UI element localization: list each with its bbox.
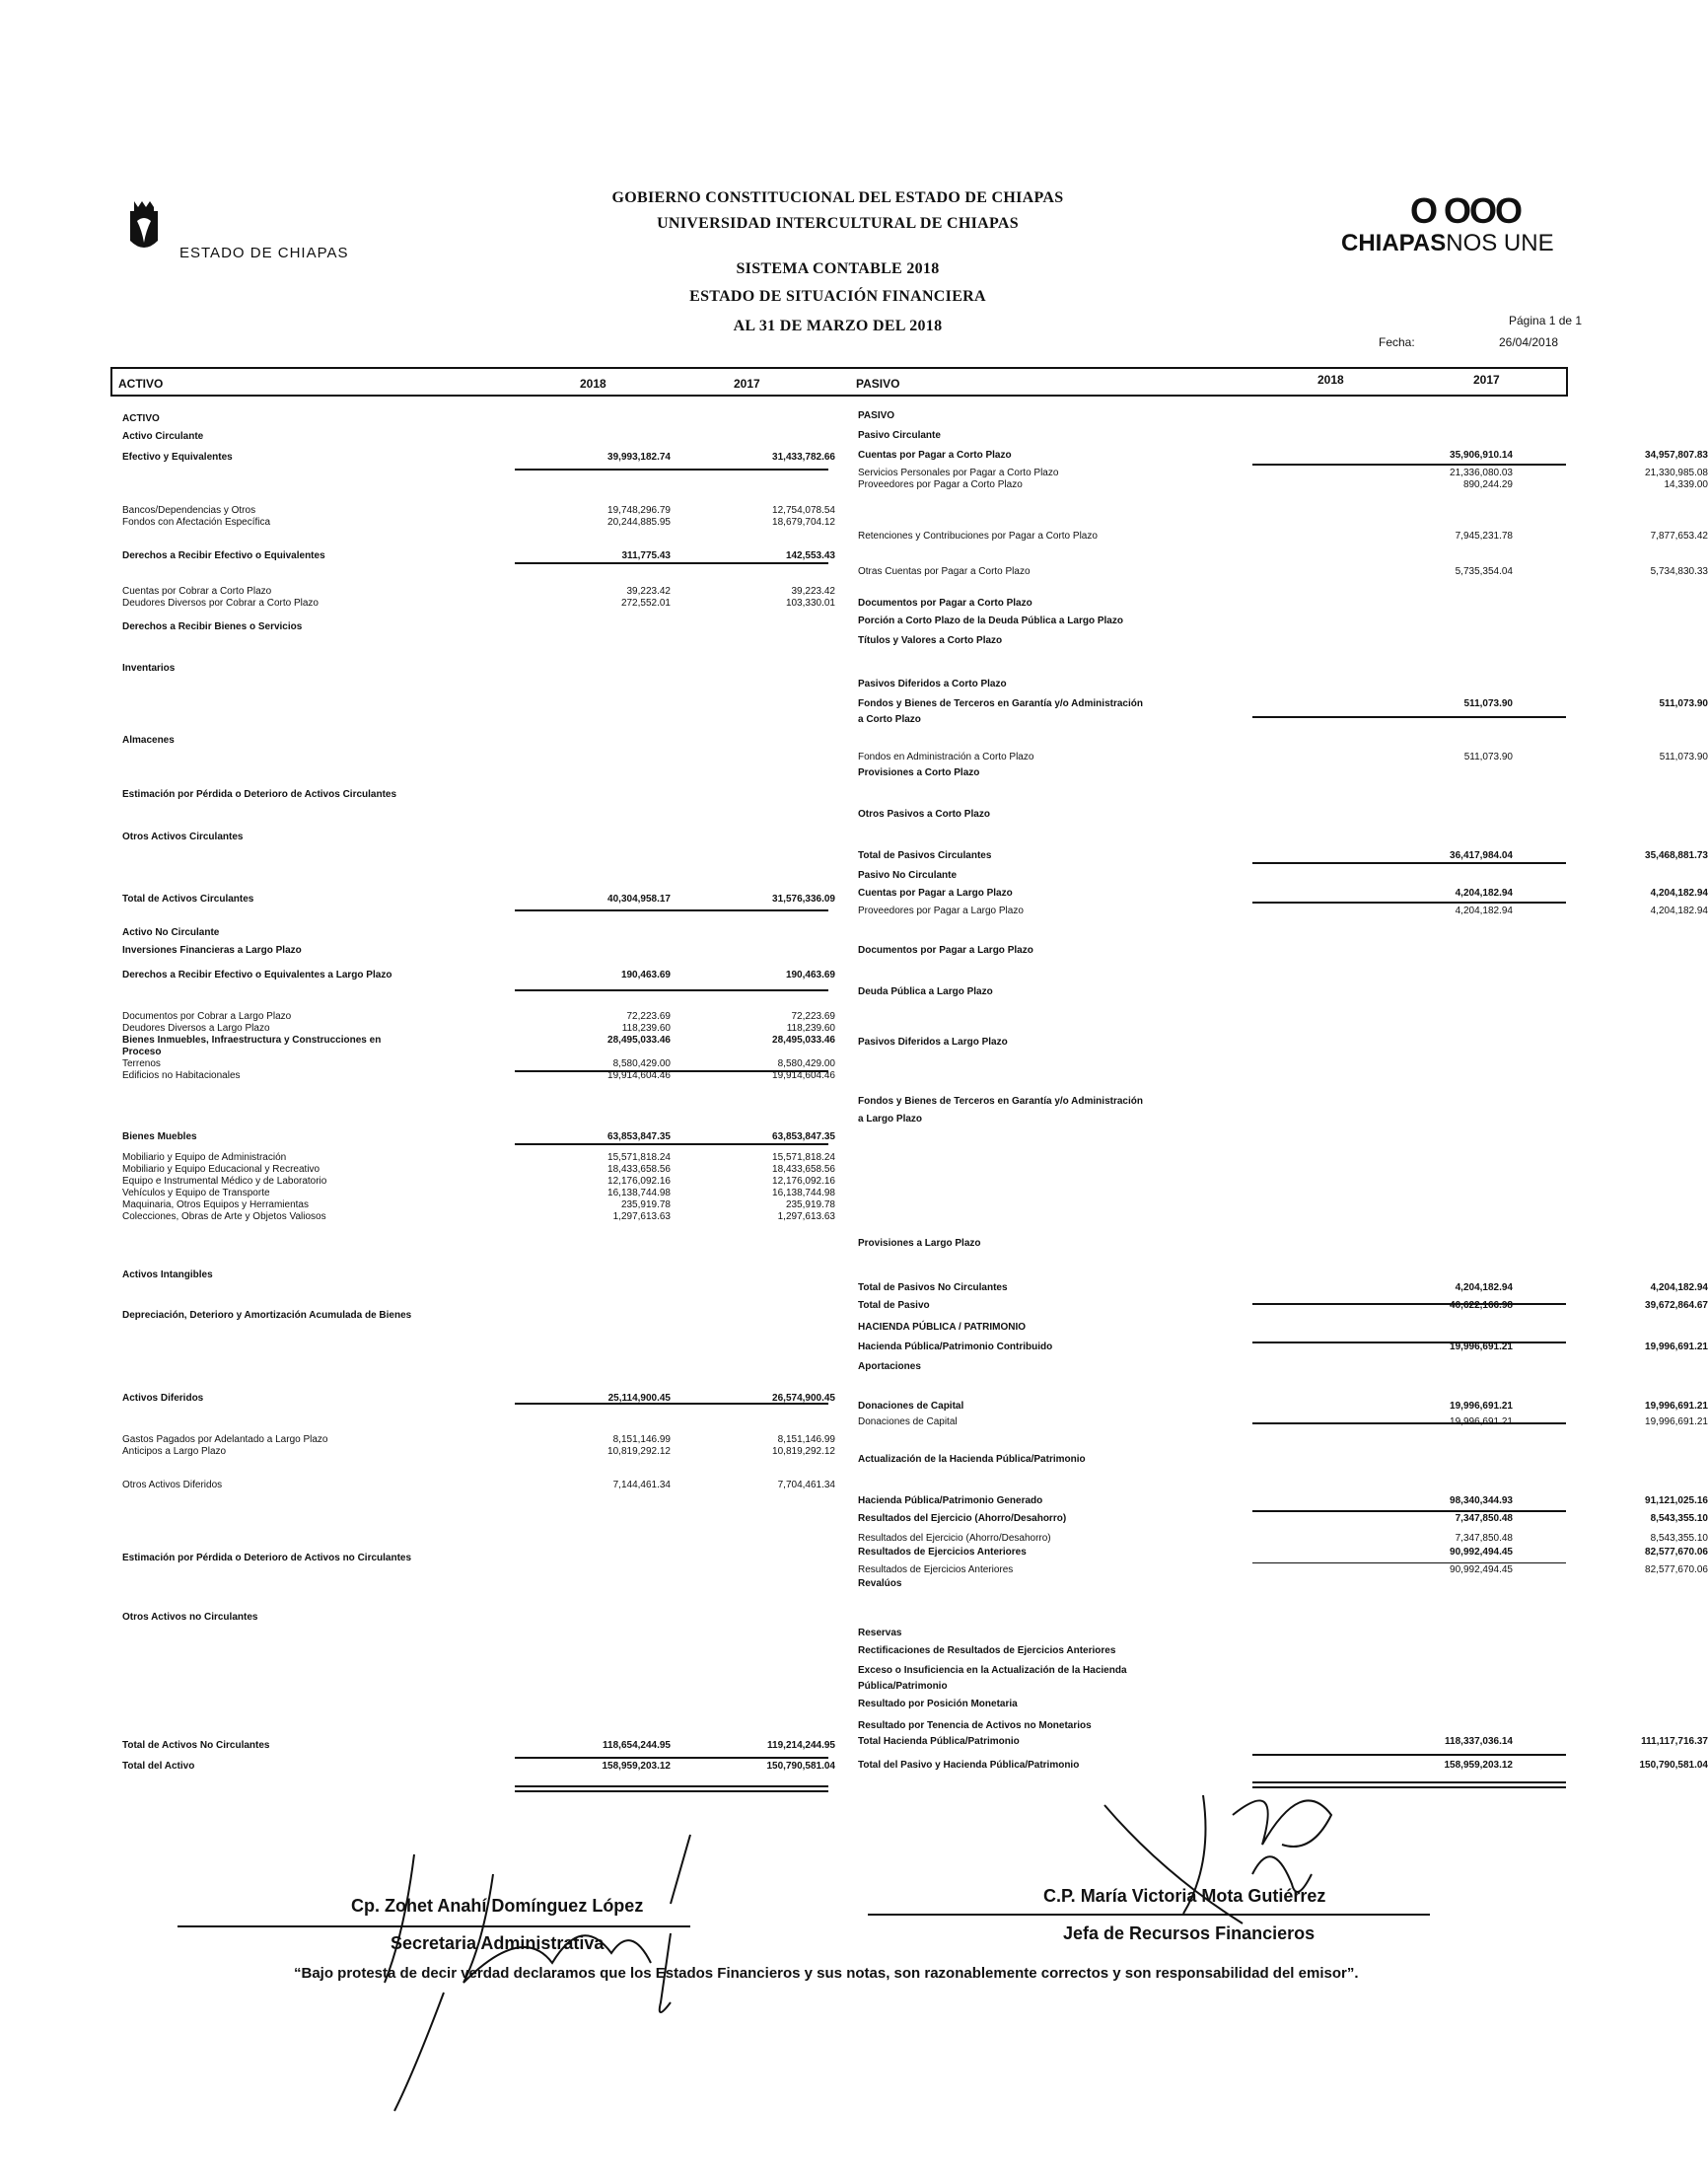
value-2018: 40,304,958.17 (607, 894, 671, 905)
value-2018: 21,336,080.03 (1450, 468, 1513, 478)
row-label: Otras Cuentas por Pagar a Corto Plazo (858, 566, 1031, 577)
row-label: Fondos y Bienes de Terceros en Garantía y/o Administración (858, 1096, 1143, 1107)
header-activo-2017: 2017 (734, 377, 760, 391)
row-label: Total del Activo (122, 1761, 195, 1772)
value-2018: 19,748,296.79 (607, 505, 671, 516)
value-2018: 12,176,092.16 (607, 1176, 671, 1187)
row-label: Derechos a Recibir Efectivo o Equivalentes (122, 550, 325, 561)
row-label: Resultados de Ejercicios Anteriores (858, 1547, 1027, 1558)
value-2018: 10,819,292.12 (607, 1446, 671, 1457)
value-2018: 72,223.69 (626, 1011, 671, 1022)
row-label: Hacienda Pública/Patrimonio Contribuido (858, 1342, 1053, 1352)
rule (1252, 1303, 1566, 1305)
row-label: Fondos en Administración a Corto Plazo (858, 752, 1034, 762)
row-label: Exceso o Insuficiencia en la Actualización de la Hacienda (858, 1665, 1127, 1676)
value-2018: 15,571,818.24 (607, 1152, 671, 1163)
value-2018: 235,919.78 (620, 1199, 671, 1210)
value-2017: 118,239.60 (786, 1023, 835, 1034)
row-label: Deudores Diversos por Cobrar a Corto Plazo (122, 598, 319, 609)
row-label: Anticipos a Largo Plazo (122, 1446, 227, 1457)
value-2018: 63,853,847.35 (607, 1131, 671, 1142)
value-2017: 82,577,670.06 (1645, 1547, 1708, 1558)
value-2018: 158,959,203.12 (1444, 1760, 1513, 1771)
value-2018: 19,996,691.21 (1450, 1416, 1513, 1427)
rule (1252, 862, 1566, 864)
row-label: Pública/Patrimonio (858, 1681, 948, 1692)
value-2017: 8,543,355.10 (1650, 1513, 1708, 1524)
row-label: Colecciones, Obras de Arte y Objetos Valiosos (122, 1211, 326, 1222)
value-2017: 28,495,033.46 (772, 1035, 835, 1046)
row-label: Actualización de la Hacienda Pública/Patrimonio (858, 1454, 1086, 1465)
value-2017: 31,576,336.09 (772, 894, 835, 905)
value-2018: 890,244.29 (1462, 479, 1513, 490)
value-2017: 7,877,653.42 (1650, 531, 1708, 542)
value-2018: 19,996,691.21 (1450, 1401, 1513, 1412)
value-2017: 150,790,581.04 (766, 1761, 835, 1772)
row-label: Gastos Pagados por Adelantado a Largo Plazo (122, 1434, 328, 1445)
value-2018: 39,223.42 (626, 586, 671, 597)
value-2018: 190,463.69 (620, 970, 671, 980)
logo-bold-text: CHIAPAS (1341, 230, 1447, 256)
row-label: Resultado por Posición Monetaria (858, 1699, 1018, 1709)
row-label: ACTIVO (122, 413, 160, 424)
rule (1252, 464, 1566, 466)
row-label: Aportaciones (858, 1361, 921, 1372)
row-label: Estimación por Pérdida o Deterioro de Activos Circulantes (122, 789, 397, 800)
right-signature-line (868, 1914, 1430, 1916)
row-label: Efectivo y Equivalentes (122, 452, 233, 463)
row-label: Otros Pasivos a Corto Plazo (858, 809, 990, 820)
rule (515, 909, 828, 911)
value-2018: 8,151,146.99 (612, 1434, 671, 1445)
value-2017: 19,996,691.21 (1645, 1342, 1708, 1352)
header-activo-2018: 2018 (580, 377, 606, 391)
value-2018: 511,073.90 (1463, 752, 1513, 762)
report-date: AL 31 DE MARZO DEL 2018 (733, 318, 943, 334)
value-2017: 35,468,881.73 (1645, 850, 1708, 861)
row-label: Proveedores por Pagar a Largo Plazo (858, 906, 1024, 916)
row-label: Reservas (858, 1628, 902, 1638)
row-label: Total de Pasivos No Circulantes (858, 1282, 1008, 1293)
value-2018: 8,580,429.00 (612, 1058, 671, 1069)
row-label: Activo Circulante (122, 431, 204, 442)
row-label: a Largo Plazo (858, 1114, 923, 1124)
value-2018: 35,906,910.14 (1450, 450, 1513, 461)
value-2017: 91,121,025.16 (1645, 1495, 1708, 1506)
value-2018: 5,735,354.04 (1455, 566, 1513, 577)
row-label: Cuentas por Pagar a Corto Plazo (858, 450, 1012, 461)
row-label: Depreciación, Deterioro y Amortización Acumulada de Bienes (122, 1310, 412, 1321)
value-2018: 7,347,850.48 (1455, 1533, 1513, 1544)
government-title: GOBIERNO CONSTITUCIONAL DEL ESTADO DE CHIAPAS (611, 189, 1064, 206)
row-label: Pasivo No Circulante (858, 870, 958, 881)
row-label: PASIVO (858, 410, 895, 421)
row-label: Activos Intangibles (122, 1269, 213, 1280)
value-2018: 272,552.01 (620, 598, 671, 609)
value-2017: 1,297,613.63 (777, 1211, 835, 1222)
row-label: Edificios no Habitacionales (122, 1070, 241, 1081)
value-2018: 98,340,344.93 (1450, 1495, 1513, 1506)
row-label: Rectificaciones de Resultados de Ejercicios Anteriores (858, 1645, 1116, 1656)
row-label: Donaciones de Capital (858, 1416, 958, 1427)
rule (1252, 902, 1566, 904)
row-label: Derechos a Recibir Bienes o Servicios (122, 621, 303, 632)
value-2018: 118,654,244.95 (603, 1740, 671, 1751)
left-signer-title: Secretaria Administrativa (391, 1933, 605, 1953)
row-label: Porción a Corto Plazo de la Deuda Pública a Largo Plazo (858, 616, 1123, 626)
value-2018: 4,204,182.94 (1455, 906, 1513, 916)
disclaimer: “Bajo protesta de decir verdad declaramos que los Estados Financieros y sus notas, son razonablemente correctos y son responsabilidad del emisor”. (294, 1965, 1359, 1982)
row-label: Proveedores por Pagar a Corto Plazo (858, 479, 1023, 490)
row-label: Provisiones a Corto Plazo (858, 767, 980, 778)
value-2018: 118,239.60 (621, 1023, 671, 1034)
value-2017: 18,433,658.56 (772, 1164, 835, 1175)
value-2017: 63,853,847.35 (772, 1131, 835, 1142)
row-label: Fondos con Afectación Específica (122, 517, 271, 528)
row-label: Resultado por Tenencia de Activos no Monetarios (858, 1720, 1092, 1731)
rule (515, 1757, 828, 1759)
rule (515, 989, 828, 991)
double-rule (515, 1785, 828, 1792)
row-label: Deuda Pública a Largo Plazo (858, 986, 993, 997)
row-label: Hacienda Pública/Patrimonio Generado (858, 1495, 1043, 1506)
value-2017: 10,819,292.12 (772, 1446, 835, 1457)
value-2018: 19,914,604.46 (607, 1070, 671, 1081)
row-label: Revalúos (858, 1578, 902, 1589)
row-label: Documentos por Pagar a Largo Plazo (858, 945, 1033, 956)
row-label: Total Hacienda Pública/Patrimonio (858, 1736, 1020, 1747)
row-label: Inventarios (122, 663, 176, 674)
value-2018: 511,073.90 (1463, 698, 1513, 709)
value-2018: 7,144,461.34 (612, 1480, 671, 1490)
value-2017: 511,073.90 (1659, 752, 1708, 762)
value-2017: 15,571,818.24 (772, 1152, 835, 1163)
row-label: Estimación por Pérdida o Deterioro de Activos no Circulantes (122, 1553, 412, 1563)
value-2017: 19,996,691.21 (1645, 1416, 1708, 1427)
row-label: Resultados del Ejercicio (Ahorro/Desahorro) (858, 1533, 1051, 1544)
row-label: Resultados de Ejercicios Anteriores (858, 1564, 1014, 1575)
value-2017: 39,223.42 (791, 586, 835, 597)
value-2017: 8,151,146.99 (777, 1434, 835, 1445)
value-2017: 12,176,092.16 (772, 1176, 835, 1187)
value-2017: 14,339.00 (1664, 479, 1708, 490)
value-2018: 311,775.43 (621, 550, 671, 561)
row-label: Total de Pasivos Circulantes (858, 850, 992, 861)
row-label: Donaciones de Capital (858, 1401, 964, 1412)
value-2017: 111,117,716.37 (1641, 1736, 1708, 1747)
value-2018: 36,417,984.04 (1450, 850, 1513, 861)
value-2017: 4,204,182.94 (1650, 906, 1708, 916)
row-label: Maquinaria, Otros Equipos y Herramientas (122, 1199, 309, 1210)
row-label: Total de Activos No Circulantes (122, 1740, 270, 1751)
value-2018: 16,138,744.98 (607, 1188, 671, 1198)
row-label: Vehículos y Equipo de Transporte (122, 1188, 270, 1198)
row-label: Otros Activos no Circulantes (122, 1612, 258, 1623)
value-2017: 150,790,581.04 (1639, 1760, 1708, 1771)
value-2017: 16,138,744.98 (772, 1188, 835, 1198)
row-label: Pasivos Diferidos a Largo Plazo (858, 1037, 1008, 1048)
value-2018: 118,337,036.14 (1445, 1736, 1513, 1747)
rule (1252, 716, 1566, 718)
state-logo-text: ESTADO DE CHIAPAS (179, 245, 349, 261)
row-label: Resultados del Ejercicio (Ahorro/Desahorro) (858, 1513, 1067, 1524)
value-2017: 39,672,864.67 (1645, 1300, 1708, 1311)
rule (515, 1070, 828, 1072)
row-label: Inversiones Financieras a Largo Plazo (122, 945, 302, 956)
row-label: Mobiliario y Equipo Educacional y Recreativo (122, 1164, 320, 1175)
value-2018: 4,204,182.94 (1455, 1282, 1513, 1293)
header-pasivo-2017: 2017 (1473, 373, 1500, 387)
value-2017: 5,734,830.33 (1650, 566, 1708, 577)
value-2018: 90,992,494.45 (1450, 1564, 1513, 1575)
system-title: SISTEMA CONTABLE 2018 (736, 260, 940, 277)
row-label: HACIENDA PÚBLICA / PATRIMONIO (858, 1322, 1026, 1333)
row-label: Pasivo Circulante (858, 430, 941, 441)
row-label: Retenciones y Contribuciones por Pagar a Corto Plazo (858, 531, 1098, 542)
value-2017: 235,919.78 (785, 1199, 835, 1210)
fecha-value: 26/04/2018 (1499, 335, 1559, 349)
row-label: Bienes Inmuebles, Infraestructura y Construcciones en (122, 1035, 382, 1046)
row-label: Cuentas por Pagar a Largo Plazo (858, 888, 1013, 899)
right-signer-name: C.P. María Victoria Mota Gutiérrez (1043, 1886, 1326, 1906)
header-activo: ACTIVO (118, 377, 164, 391)
logo-light-text: NOS UNE (1446, 230, 1554, 256)
rule (515, 1403, 828, 1405)
value-2018: 1,297,613.63 (612, 1211, 671, 1222)
row-label: Bancos/Dependencias y Otros (122, 505, 256, 516)
value-2018: 40,622,166.98 (1450, 1300, 1513, 1311)
value-2017: 190,463.69 (785, 970, 835, 980)
value-2017: 4,204,182.94 (1650, 1282, 1708, 1293)
university-title: UNIVERSIDAD INTERCULTURAL DE CHIAPAS (657, 215, 1019, 232)
page-number: Página 1 de 1 (1509, 314, 1583, 327)
value-2017: 7,704,461.34 (777, 1480, 835, 1490)
row-label: Títulos y Valores a Corto Plazo (858, 635, 1003, 646)
value-2018: 18,433,658.56 (607, 1164, 671, 1175)
fecha-label: Fecha: (1379, 335, 1415, 349)
left-signer-name: Cp. Zohet Anahí Domínguez López (351, 1896, 644, 1916)
row-label: Activo No Circulante (122, 927, 220, 938)
value-2018: 7,347,850.48 (1455, 1513, 1513, 1524)
value-2017: 19,996,691.21 (1645, 1401, 1708, 1412)
rule (1252, 1342, 1566, 1343)
row-label: Otros Activos Circulantes (122, 832, 244, 842)
value-2017: 82,577,670.06 (1645, 1564, 1708, 1575)
row-label: Equipo e Instrumental Médico y de Laboratorio (122, 1176, 327, 1187)
value-2017: 103,330.01 (785, 598, 835, 609)
value-2017: 8,543,355.10 (1650, 1533, 1708, 1544)
row-label: a Corto Plazo (858, 714, 921, 725)
rule (1252, 1422, 1566, 1424)
value-2018: 158,959,203.12 (602, 1761, 671, 1772)
row-label: Cuentas por Cobrar a Corto Plazo (122, 586, 272, 597)
value-2017: 31,433,782.66 (772, 452, 835, 463)
row-label: Bienes Muebles (122, 1131, 197, 1142)
row-label: Documentos por Cobrar a Largo Plazo (122, 1011, 292, 1022)
rule (515, 469, 828, 471)
value-2017: 34,957,807.83 (1645, 450, 1708, 461)
logo-circles: O OOO (1410, 190, 1522, 231)
row-label: Servicios Personales por Pagar a Corto Plazo (858, 468, 1059, 478)
value-2017: 8,580,429.00 (777, 1058, 835, 1069)
rule (515, 562, 828, 564)
row-label: Pasivos Diferidos a Corto Plazo (858, 679, 1007, 689)
row-label: Provisiones a Largo Plazo (858, 1238, 981, 1249)
row-label: Derechos a Recibir Efectivo o Equivalentes a Largo Plazo (122, 970, 392, 980)
value-2017: 119,214,244.95 (767, 1740, 835, 1751)
header-pasivo-2018: 2018 (1317, 373, 1344, 387)
row-label: Total de Activos Circulantes (122, 894, 254, 905)
rule (1252, 1562, 1566, 1563)
value-2017: 21,330,985.08 (1645, 468, 1708, 478)
rule (515, 1143, 828, 1145)
row-label: Terrenos (122, 1058, 161, 1069)
row-label: Mobiliario y Equipo de Administración (122, 1152, 287, 1163)
value-2017: 4,204,182.94 (1650, 888, 1708, 899)
value-2018: 19,996,691.21 (1450, 1342, 1513, 1352)
value-2018: 28,495,033.46 (607, 1035, 671, 1046)
left-signature-line (178, 1925, 690, 1927)
row-label: Deudores Diversos a Largo Plazo (122, 1023, 270, 1034)
value-2018: 90,992,494.45 (1450, 1547, 1513, 1558)
row-label: Activos Diferidos (122, 1393, 204, 1404)
row-label: Total de Pasivo (858, 1300, 930, 1311)
row-label: Fondos y Bienes de Terceros en Garantía y/o Administración (858, 698, 1143, 709)
value-2018: 7,945,231.78 (1455, 531, 1513, 542)
value-2017: 26,574,900.45 (772, 1393, 835, 1404)
right-signer-title: Jefa de Recursos Financieros (1063, 1923, 1316, 1943)
value-2017: 18,679,704.12 (772, 517, 835, 528)
value-2017: 19,914,604.46 (772, 1070, 835, 1081)
row-label: Total del Pasivo y Hacienda Pública/Patrimonio (858, 1760, 1080, 1771)
row-label: Proceso (122, 1047, 162, 1057)
value-2018: 25,114,900.45 (607, 1393, 671, 1404)
row-label: Otros Activos Diferidos (122, 1480, 223, 1490)
value-2018: 20,244,885.95 (607, 517, 671, 528)
signature-left (296, 1815, 749, 2111)
report-title: ESTADO DE SITUACIÓN FINANCIERA (689, 288, 986, 305)
header-pasivo: PASIVO (856, 377, 900, 391)
value-2018: 4,204,182.94 (1455, 888, 1513, 899)
value-2017: 12,754,078.54 (772, 505, 835, 516)
value-2018: 39,993,182.74 (607, 452, 671, 463)
value-2017: 511,073.90 (1659, 698, 1708, 709)
rule (1252, 1510, 1566, 1512)
value-2017: 72,223.69 (791, 1011, 835, 1022)
row-label: Documentos por Pagar a Corto Plazo (858, 598, 1032, 609)
value-2017: 142,553.43 (785, 550, 835, 561)
row-label: Almacenes (122, 735, 175, 746)
